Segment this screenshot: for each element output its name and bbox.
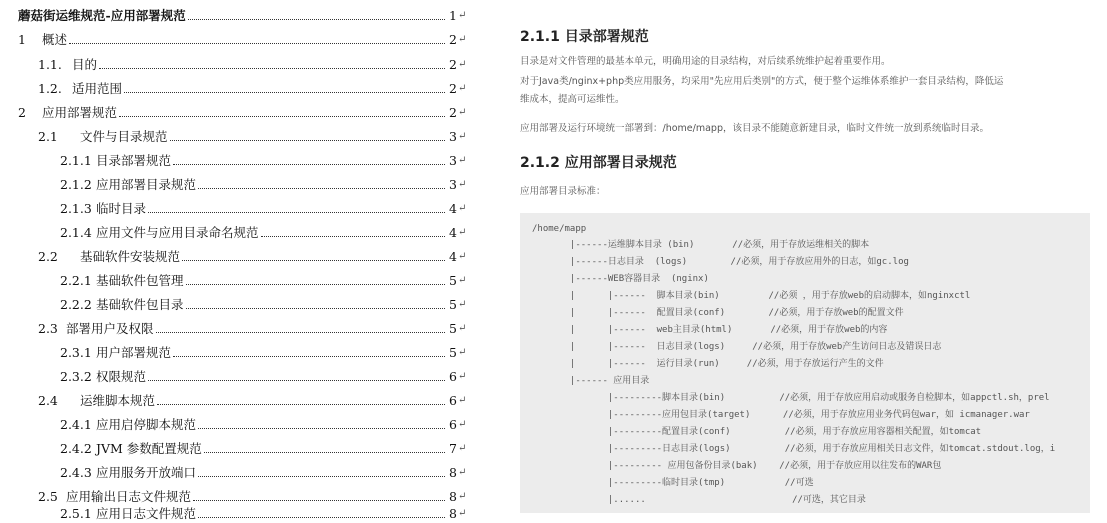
toc-num: 2.4.3 [60,465,92,480]
toc-page: 2 [449,32,457,47]
toc-line[interactable] [18,99,468,121]
return-mark: ↵ [458,251,467,262]
return-mark: ↵ [458,323,467,334]
toc-line[interactable] [60,363,468,385]
toc-page: 2 [449,105,457,120]
toc-page: 6 [449,369,457,384]
paragraph: 维成本，提高可运维性。 [520,94,625,105]
return-mark: ↵ [458,491,467,502]
toc-text: 运维脚本规范 [80,393,156,408]
toc-page: 2 [449,81,457,96]
toc-leader [148,380,445,381]
toc-leader [198,476,445,477]
return-mark: ↵ [458,443,467,454]
toc-line[interactable] [38,387,468,409]
toc-leader [186,308,445,309]
toc-line[interactable] [60,411,468,433]
toc-leader [173,356,445,357]
return-mark: ↵ [458,59,467,70]
toc-num: 1.2. [38,81,62,96]
code-line: |---------临时目录(tmp) //可选 [532,478,814,488]
toc-num: 1.1. [38,57,62,72]
return-mark: ↵ [458,131,467,142]
return-mark: ↵ [458,227,467,238]
toc-line[interactable] [18,26,468,48]
toc-page: 4 [449,225,457,240]
toc-num: 2.5.1 [60,506,92,521]
toc-num: 2.3.1 [60,345,92,360]
toc-leader [156,332,445,333]
toc-page: 4 [449,201,457,216]
table-of-contents [0,0,470,523]
toc-num: 1 [18,32,26,47]
toc-leader [99,68,445,69]
toc-num: 2.3.2 [60,369,92,384]
toc-text: 部署用户及权限 [66,321,154,336]
toc-text: 适用范围 [72,81,123,96]
toc-text: 应用日志文件规范 [96,506,197,521]
toc-text: 目的 [72,57,98,72]
code-line: |------WEB容器目录 (nginx) [532,274,709,284]
return-mark: ↵ [458,10,467,21]
toc-text: 基础软件包管理 [96,273,184,288]
toc-num: 2.1.4 [60,225,92,240]
toc-page: 4 [449,249,457,264]
toc-text: 应用输出日志文件规范 [66,489,192,504]
toc-line[interactable] [60,339,468,361]
toc-line[interactable] [38,75,468,97]
return-mark: ↵ [458,347,467,358]
toc-num: 2.1.2 [60,177,92,192]
toc-line[interactable] [60,147,468,169]
code-line: |------运维脚本目录 (bin) //必须，用于存放运维相关的脚本 [532,240,870,250]
toc-num: 2.2.2 [60,297,92,312]
return-mark: ↵ [458,299,467,310]
toc-text: 概述 [42,32,68,47]
toc-text: 权限规范 [96,369,147,384]
toc-text: 应用服务开放端口 [96,465,197,480]
code-line: |---------脚本目录(bin) //必须，用于存放应用启动或服务自检脚本，如appctl.sh，prel [532,393,1050,403]
return-mark: ↵ [458,275,467,286]
toc-leader [198,188,445,189]
toc-line[interactable] [38,315,468,337]
toc-page: 5 [449,273,457,288]
toc-leader [69,43,445,44]
toc-num: 2.3 [38,321,58,336]
return-mark: ↵ [458,34,467,45]
toc-text: 用户部署规范 [96,345,172,360]
toc-page: 5 [449,321,457,336]
toc-leader [148,212,445,213]
code-block [520,213,1090,513]
toc-page: 6 [449,417,457,432]
toc-leader [119,116,445,117]
toc-leader [157,404,445,405]
toc-line[interactable] [60,267,468,289]
toc-page: 2 [449,57,457,72]
toc-line[interactable] [38,123,468,145]
toc-line[interactable] [60,171,468,193]
toc-leader [173,164,445,165]
code-line: | |------ 运行目录(run) //必须，用于存放运行产生的文件 [532,359,884,369]
code-line: | |------ web主目录(html) //必须，用于存放web的内容 [532,325,888,335]
code-line: | |------ 日志目录(logs) //必须，用于存放web产生访问日志及错误日志 [532,342,942,352]
toc-num: 2.1.1 [60,153,92,168]
toc-leader [188,19,445,20]
return-mark: ↵ [458,179,467,190]
document-page [500,0,1107,523]
toc-line[interactable] [60,195,468,217]
toc-line[interactable] [18,2,468,24]
toc-text: 基础软件安装规范 [80,249,181,264]
return-mark: ↵ [458,107,467,118]
code-line: |...... //可选，其它目录 [532,495,866,505]
toc-num: 2 [18,105,26,120]
paragraph: 对于Java类/nginx+php类应用服务，均采用"先应用后类别"的方式，便于整个运维体系维护一套目录结构，降低运 [520,76,1004,87]
toc-leader [186,284,445,285]
toc-page: 5 [449,345,457,360]
return-mark: ↵ [458,508,467,519]
code-line: | |------ 脚本目录(bin) //必须 ，用于存放web的启动脚本，如nginxctl [532,291,971,301]
toc-page: 1 [449,8,457,23]
toc-leader [198,428,445,429]
toc-page: 3 [449,177,457,192]
toc-num: 2.1.3 [60,201,92,216]
toc-leader [124,92,445,93]
code-line: |--------- 应用包备份目录(bak) //必须，用于存放应用以往发布的WAR包 [532,461,942,471]
toc-text: 目录部署规范 [96,153,172,168]
toc-text: 应用部署规范 [42,105,118,120]
toc-line[interactable] [60,219,468,241]
toc-text: 临时目录 [96,201,147,216]
toc-page: 6 [449,393,457,408]
return-mark: ↵ [458,83,467,94]
code-line: |---------配置目录(conf) //必须，用于存放应用容器相关配置，如tomcat [532,427,982,437]
code-line: |---------应用包目录(target) //必须，用于存放应用业务代码包war，如 icmanager.war [532,410,1030,420]
toc-text: 文件与目录规范 [80,129,168,144]
toc-text: 基础软件包目录 [96,297,184,312]
return-mark: ↵ [458,467,467,478]
toc-page: 3 [449,153,457,168]
toc-page: 5 [449,297,457,312]
toc-line[interactable] [60,500,468,522]
toc-text: 应用部署目录规范 [96,177,197,192]
toc-num: 2.2 [38,249,58,264]
return-mark: ↵ [458,155,467,166]
paragraph: 应用部署及运行环境统一部署到：/home/mapp，该目录不能随意新建目录，临时文件统一放到系统临时目录。 [520,123,989,134]
toc-leader [204,452,445,453]
paragraph: 应用部署目录标准： [520,186,606,197]
toc-num: 2.4.1 [60,417,92,432]
section-heading: 2.1.1 目录部署规范 [520,29,649,45]
toc-text: 蘑菇街运维规范-应用部署规范 [18,8,186,23]
toc-num: 2.4.2 [60,441,92,456]
toc-text: 应用启停脚本规范 [96,417,197,432]
toc-line[interactable] [60,291,468,313]
toc-line[interactable] [38,243,468,265]
code-line: | |------ 配置目录(conf) //必须，用于存放web的配置文件 [532,308,904,318]
toc-page: 8 [449,465,457,480]
toc-num: 2.2.1 [60,273,92,288]
toc-leader [170,140,445,141]
toc-text: 应用文件与应用目录命名规范 [96,225,259,240]
toc-num: 2.4 [38,393,58,408]
code-line: |---------日志目录(logs) //必须，用于存放应用相关日志文件，如tomcat.stdout.log，i [532,444,1056,454]
return-mark: ↵ [458,203,467,214]
toc-leader [198,517,445,518]
toc-line[interactable] [60,435,468,457]
return-mark: ↵ [458,371,467,382]
toc-text: JVM 参数配置规范 [96,441,202,456]
toc-page: 8 [449,506,457,521]
code-line: |------ 应用目录 [532,376,650,386]
toc-line[interactable] [38,51,468,73]
toc-num: 2.1 [38,129,58,144]
toc-leader [182,260,445,261]
code-line: |------日志目录 (logs) //必须，用于存放应用外的日志，如gc.log [532,257,909,267]
code-line: /home/mapp [532,224,587,234]
toc-leader [261,236,445,237]
return-mark: ↵ [458,395,467,406]
toc-num: 2.5 [38,489,58,504]
toc-line[interactable] [60,459,468,481]
return-mark: ↵ [458,419,467,430]
toc-page: 7 [449,441,457,456]
section-heading: 2.1.2 应用部署目录规范 [520,155,677,171]
paragraph: 目录是对文件管理的最基本单元，明确用途的目录结构，对后续系统维护起着重要作用。 [520,56,891,67]
toc-page: 8 [449,489,457,504]
toc-page: 3 [449,129,457,144]
